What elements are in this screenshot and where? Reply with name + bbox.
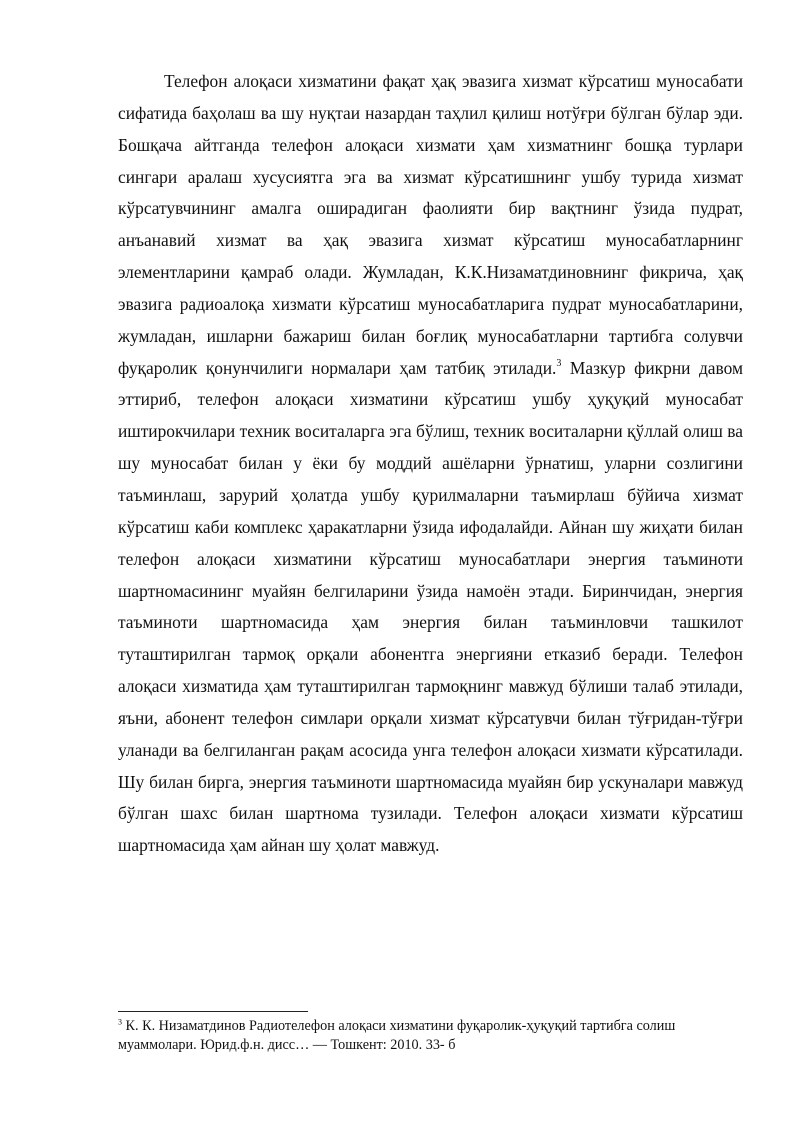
paragraph-text-part-2: Мазкур фикрни давом эттириб, телефон алоқаси хизматини кўрсатиш ушбу ҳуқуқий муносабат иштирокчилари техник воситаларга эга бўлиш, техник воситаларни қўллай олиш ва шу муносабат билан у ёки бу моддий ашёларни ўрнатиш, уларни созлигини таъминлаш, зарурий ҳолатда ушбу қурилмаларни таъмирлаш бўйича хизмат кўрсатиш каби комплекс ҳаракатларни ўзида ифодалайди. Айнан шу жиҳати билан телефон алоқаси хизматини кўрсатиш муносабатлари энергия таъминоти шартномасининг муайян белгиларини ўзида намоён этади. Биринчидан, энергия таъминоти шартномасида ҳам энергия билан таъминловчи ташкилот туташтирилган тармоқ орқали абонентга энергияни етказиб беради. Телефон алоқаси хизматида ҳам туташтирилган тармоқнинг мавжуд бўлиши талаб этилади, яъни, абонент телефон симлари орқали хизмат кўрсатувчи билан тўғридан-тўғри уланади ва белгиланган рақам асосида унга телефон алоқаси хизмати кўрсатилади. Шу билан бирга, энергия таъминоти шартномасида муайян бир ускуналари мавжуд бўлган шахс билан шартнома тузилади. Телефон алоқаси хизмати кўрсатиш шартномасида ҳам айнан шу ҳолат мавжуд. xyxy=(118,357,743,856)
footnote-separator xyxy=(118,1011,308,1012)
footnote-reference[interactable]: 3 xyxy=(556,357,562,369)
body-paragraph xyxy=(118,66,743,862)
footnote-marker: 3 xyxy=(118,1017,122,1027)
paragraph-text-part-1: Телефон алоқаси хизматини фақат ҳақ эвазига хизмат кўрсатиш муносабати сифатида баҳолаш ва шу нуқтаи назардан таҳлил қилиш нотўғри бўлган бўлар эди. Бошқача айтганда телефон алоқаси хизмати ҳам хизматнинг бошқа турлари сингари аралаш хусусиятга эга ва хизмат кўрсатишнинг ушбу турида хизмат кўрсатувчининг амалга оширадиган фаолияти бир вақтнинг ўзида пудрат, анъанавий хизмат ва ҳақ эвазига хизмат кўрсатиш муносабатларнинг элементларини қамраб олади. Жумладан, К.К.Низаматдиновнинг фикрича, ҳақ эвазига радиоалоқа хизмати кўрсатиш муносабатларига пудрат муносабатларини, жумладан, ишларни бажариш билан боғлиқ муносабатларни тартибга солувчи фуқаролик қонунчилиги нормалари ҳам татбиқ этилади. xyxy=(118,71,743,378)
footnote-text: К. К. Низаматдинов Радиотелефон алоқаси хизматини фуқаролик-ҳуқуқий тартибга солиш муаммолари. Юрид.ф.н. дисс… — Тошкент: 2010. 33- б xyxy=(118,1018,676,1053)
footnote xyxy=(118,1017,743,1055)
